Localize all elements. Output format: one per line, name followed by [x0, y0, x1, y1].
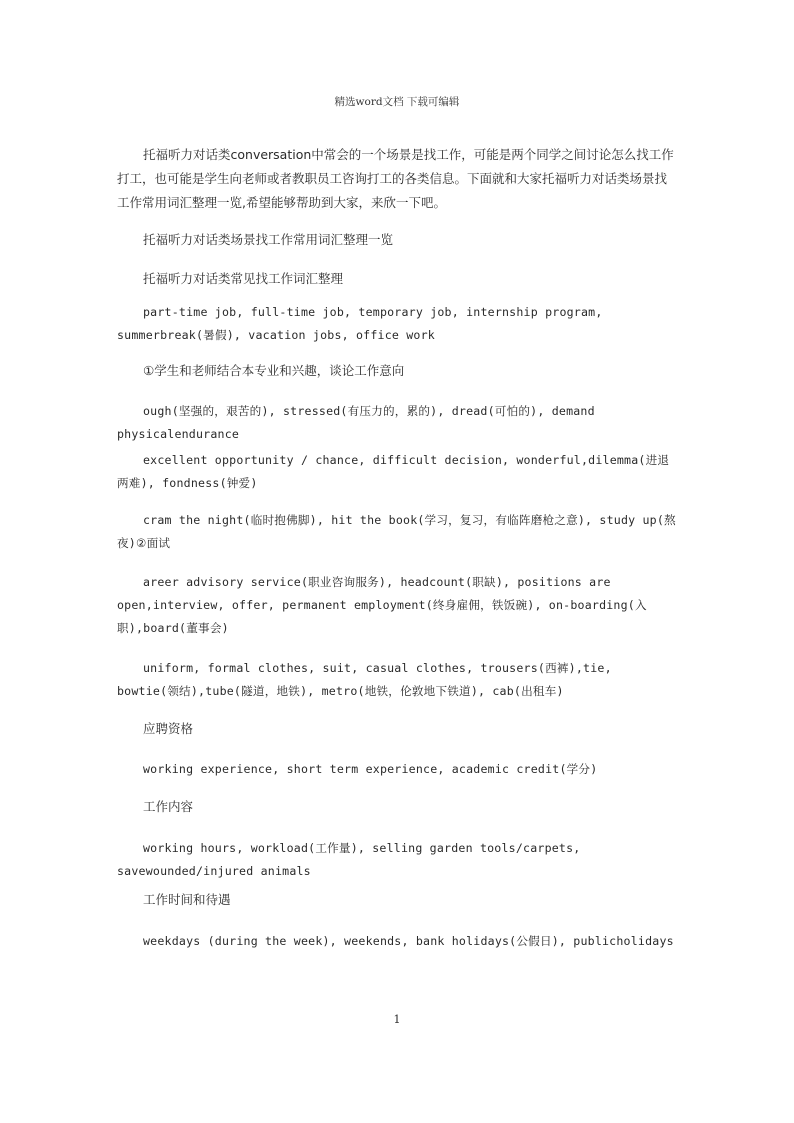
vocab-paragraph-6 — [117, 657, 677, 703]
section-heading-job-content: 工作内容 — [143, 799, 194, 814]
vocab-text-4: cram the night(临时抱佛脚), hit the book(学习，复习，有临阵磨枪之意), study up(熬夜)②面试 — [117, 513, 676, 550]
section-heading-hours-pay: 工作时间和待遇 — [143, 892, 231, 907]
vocab-paragraph-1 — [117, 301, 677, 347]
page-number: 1 — [393, 1013, 401, 1026]
section-heading-qualifications: 应聘资格 — [143, 721, 194, 736]
vocab-paragraph-2 — [117, 400, 677, 446]
section-heading-career-intent: ①学生和老师结合本专业和兴趣，谈论工作意向 — [143, 363, 405, 378]
vocab-text-1: part-time job, full-time job, temporary job, internship program, summerbreak(暑假), vacation jobs, office work — [117, 305, 603, 342]
vocab-text-8: working hours, workload(工作量), selling garden tools/carpets, savewounded/injured animals — [117, 841, 581, 878]
vocab-paragraph-4 — [117, 509, 677, 555]
vocab-text-9: weekdays (during the week), weekends, bank holidays(公假日), publicholidays — [143, 934, 674, 948]
vocab-text-2: ough(坚强的，艰苦的), stressed(有压力的，累的), dread(可怕的), demand physicalendurance — [117, 404, 595, 441]
vocab-paragraph-8 — [117, 837, 677, 883]
vocab-paragraph-7 — [117, 758, 677, 781]
intro-text: 托福听力对话类conversation中常会的一个场景是找工作，可能是两个同学之间讨论怎么找工作打工，也可能是学生向老师或者教职员工咨询打工的各类信息。下面就和大家托福听力对话类场景找工作常用词汇整理一览,希望能够帮助到大家，来欣一下吧。 — [117, 147, 674, 210]
vocab-paragraph-5 — [117, 571, 677, 640]
vocab-text-5: areer advisory service(职业咨询服务), headcount(职缺), positions are open,interview, offer, permanent employment(终身雇佣，铁饭碗), on-boarding(入职),board(董事会) — [117, 575, 647, 635]
heading-common-vocab: 托福听力对话类常见找工作词汇整理 — [143, 271, 344, 286]
vocab-paragraph-3 — [117, 449, 677, 495]
vocab-paragraph-9 — [117, 930, 677, 953]
vocab-text-7: working experience, short term experience, academic credit(学分) — [143, 762, 598, 776]
vocab-text-3: excellent opportunity / chance, difficult decision, wonderful,dilemma(进退两难), fondness(钟爱) — [117, 453, 670, 490]
vocab-text-6: uniform, formal clothes, suit, casual clothes, trousers(西裤),tie, bowtie(领结),tube(隧道，地铁), metro(地铁，伦敦地下铁道), cab(出租车) — [117, 661, 612, 698]
intro-paragraph — [117, 143, 677, 215]
heading-vocab-overview: 托福听力对话类场景找工作常用词汇整理一览 — [143, 232, 394, 247]
page-header: 精选word文档 下载可编辑 — [334, 96, 460, 108]
